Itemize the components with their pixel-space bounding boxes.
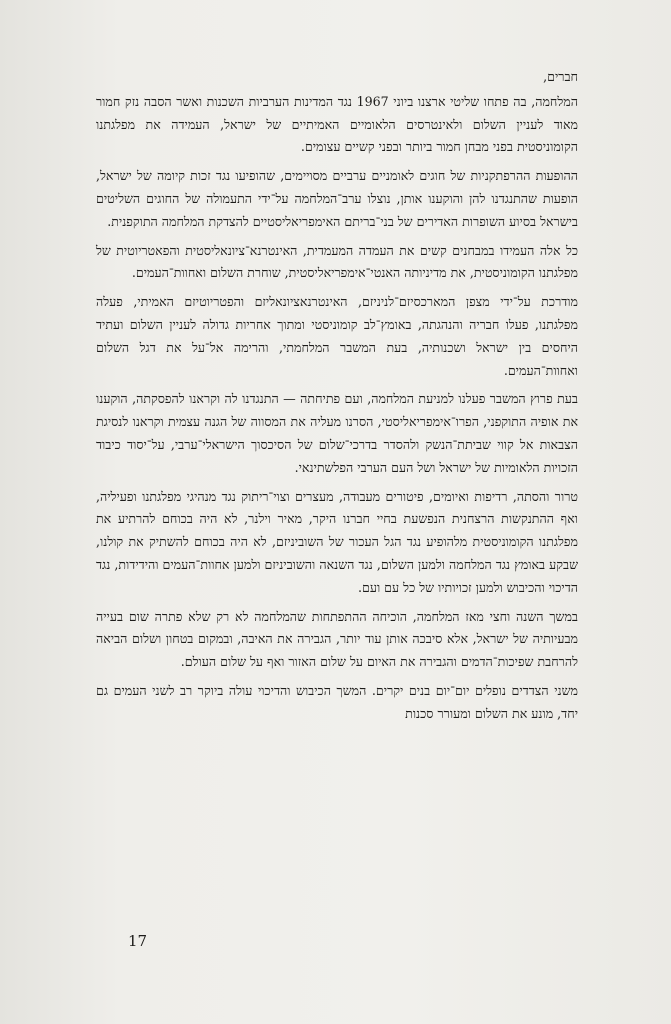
paragraph: בעת פרוץ המשבר פעלנו למניעת המלחמה, ועם פתיחתה — התנגדנו לה וקראנו להפסקתה, הוקענו את אופיה התוקפני, הפרו־אימפריאליסטי, הסרנו מעליה את המסווה של הגנה עצמית וקראנו לנסיגת הצבאות אל קווי שביתת־הנשק ולהסדר בדרכי־שלום של הסיכסוך הישראלי־ערבי, על־יסוד כיבוד הזכויות הלאומיות של ישראל ושל העם הערבי הפלשתינאי. [96, 391, 578, 475]
body-text [96, 66, 578, 732]
paragraph: כל אלה העמידו במבחנים קשים את העמדה המעמדית, האינטרנא־ציונאליסטית והפאטריוטית של מפלגתנו הקומוניסטית, את מדיניותה האנטי־אימפריאליסטית, שוחרת השלום ואחוות־העמים. [96, 242, 578, 281]
paragraph: טרור והסתה, רדיפות ואיומים, פיטורים מעבודה, מעצרים וצוי־ריתוק נגד מנהיגי מפלגתנו ופעיליה, ואף ההתנקשות הרצחנית הנפשעת בחיי חברנו היקר, מאיר וילנר, לא היה בכוחם להרתיע את מפלגתנו הקומוניסטית מלהופיע נגד הגל העכור של השוביניזם, לא היה בכוחם להשתיק את קולנו, שבקע באומץ נגד המלחמה ולמען השלום, נגד השנאה והשוביניזם ולמען אחוות־העמים והידידות, נגד הדיכוי והכיבוש ולמען זכויותיו של כל עם ועם. [96, 488, 578, 595]
greeting: חברים, [543, 69, 578, 84]
paragraph: ההופעות ההרפתקניות של חוגים לאומניים ערביים מסויימים, שהופיעו נגד זכות קיומה של ישראל, הופעות שהתנגדנו להן והוקענו אותן, נוצלו ערב־המלחמה על־ידי התעמולה של החוגים השליטים בישראל בסיוע השופרות האדירים של בני־בריתם האימפריאליסטיים להצדקת המלחמה התוקפנית. [96, 168, 578, 229]
paragraph: המלחמה, בה פתחו שליטי ארצנו ביוני 1967 נגד המדינות הערביות השכנות ואשר הסבה נזק חמור מאוד לעניין השלום ולאינטרסים הלאומיים האמיתיים של ישראל, העמידה את מפלגתנו הקומוניסטית בפני מבחן חמור ביותר ובפני קשיים עצומים. [96, 93, 578, 155]
paragraph: משני הצדדים נופלים יום־יום בנים יקרים. המשך הכיבוש והדיכוי עולה ביוקר רב לשני העמים גם יחד, מונע את השלום ומעורר סכנות [96, 682, 578, 721]
page-number: 17 [128, 932, 148, 950]
paragraph: מודרכת על־ידי מצפן המארכסיזם־לניניזם, האינטרנאציונאליזם והפטריוטיזם האמיתי, פעלה מפלגתנו, פעלו חבריה והנהגתה, באומץ־לב קומוניסטי ומתוך אחריות גדולה לעניין השלום ועתיד היחסים בין ישראל ושכנותיה, בעת המשבר המלחמתי, והרימה אל־על את דגל השלום ואחוות־העמים. [96, 294, 578, 378]
paragraph: במשך השנה וחצי מאז המלחמה, הוכיחה ההתפתחות שהמלחמה לא רק שלא פתרה שום בעייה מבעיותיה של ישראל, אלא סיבכה אותן עוד יותר, הגבירה את האיבה, ובמקום בטחון ושלום הביאה להרחבת שפיכות־הדמים והגבירה את האיום על שלום האזור ואף על שלום העולם. [96, 608, 578, 670]
